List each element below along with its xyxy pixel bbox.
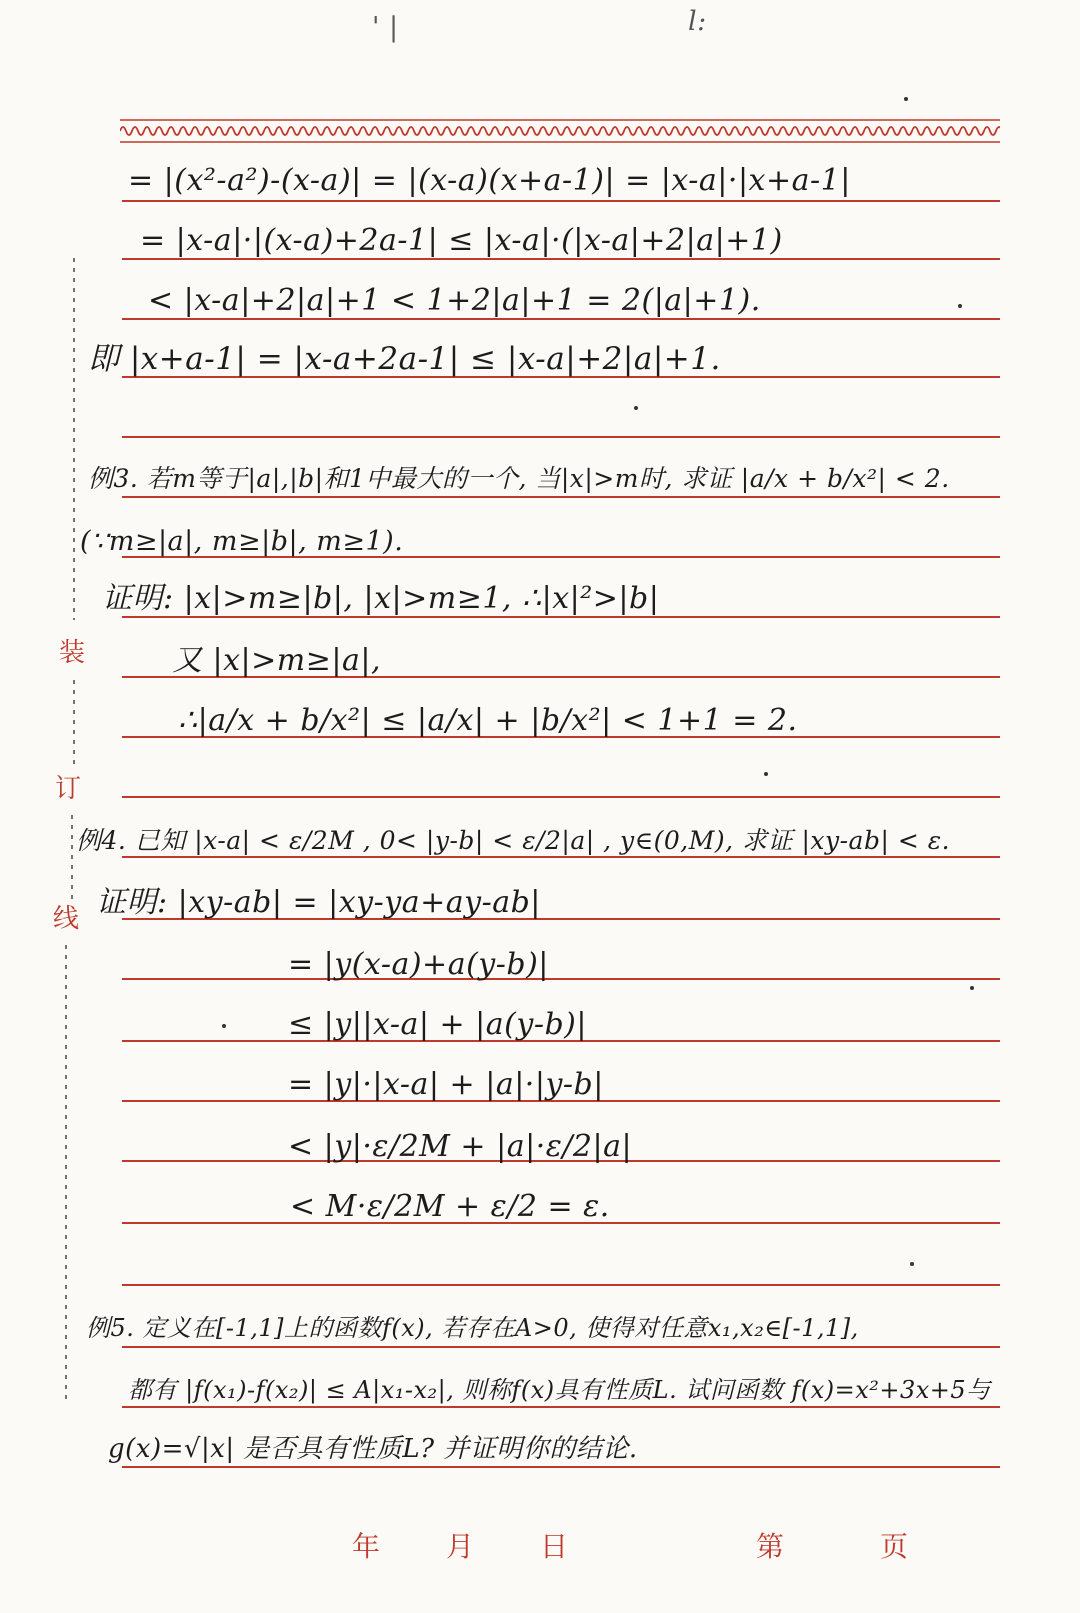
text-line: ≤ |y||x-a| + |a(y-b)| xyxy=(288,1007,587,1042)
ruled-line xyxy=(122,1406,1000,1408)
ruled-line xyxy=(122,796,1000,798)
text-line: 即 |x+a-1| = |x-a+2a-1| ≤ |x-a|+2|a|+1. xyxy=(88,341,721,377)
text-line: (∵m≥|a|, m≥|b|, m≥1). xyxy=(80,526,404,557)
ruled-line xyxy=(122,1466,1000,1468)
binding-label-ding: 订 xyxy=(54,774,81,804)
footer-page-label: 页 xyxy=(880,1530,909,1563)
footer-year-label: 年 xyxy=(352,1530,381,1563)
ink-speck xyxy=(970,986,974,990)
text-line: < |x-a|+2|a|+1 < 1+2|a|+1 = 2(|a|+1). xyxy=(148,283,761,318)
ink-speck xyxy=(904,97,908,101)
ruled-line xyxy=(122,258,1000,260)
ruled-line xyxy=(122,436,1000,438)
text-line: = |y(x-a)+a(y-b)| xyxy=(288,947,549,982)
text-line: = |y|·|x-a| + |a|·|y-b| xyxy=(288,1067,604,1102)
text-line: ∴|a/x + b/x²| ≤ |a/x| + |b/x²| < 1+1 = 2. xyxy=(178,703,798,738)
decorative-border xyxy=(120,118,1000,146)
ruled-line xyxy=(122,496,1000,498)
header-mark: l: xyxy=(688,6,707,37)
ink-speck xyxy=(910,1262,914,1266)
ink-speck xyxy=(634,406,638,410)
ruled-line xyxy=(122,1346,1000,1348)
text-line: g(x)=√|x| 是否具有性质L? 并证明你的结论. xyxy=(108,1434,638,1464)
text-line: = |x-a|·|(x-a)+2a-1| ≤ |x-a|·(|x-a|+2|a|+1) xyxy=(140,223,783,258)
text-line: 都有 |f(x₁)-f(x₂)| ≤ A|x₁-x₂|, 则称f(x)具有性质L. 试问函数 f(x)=x²+3x+5与 xyxy=(128,1376,991,1404)
text-line: 证明: |x|>m≥|b|, |x|>m≥1, ∴|x|²>|b| xyxy=(102,581,660,616)
footer-month-label: 月 xyxy=(446,1530,475,1563)
ruled-line xyxy=(122,1284,1000,1286)
ruled-line xyxy=(122,200,1000,202)
footer-di-label: 第 xyxy=(756,1530,785,1563)
text-line: < |y|·ε/2M + |a|·ε/2|a| xyxy=(288,1129,633,1164)
ruled-line xyxy=(122,318,1000,320)
ruled-line xyxy=(122,616,1000,618)
ruled-line xyxy=(122,856,1000,858)
text-line: 证明: |xy-ab| = |xy-ya+ay-ab| xyxy=(96,885,541,920)
header-mark: ' | xyxy=(372,12,399,43)
ink-speck xyxy=(222,1024,226,1028)
ruled-line xyxy=(122,978,1000,980)
binding-label-zhuang: 装 xyxy=(58,638,85,668)
ink-speck xyxy=(764,772,768,776)
text-line: 例5. 定义在[-1,1]上的函数f(x), 若存在A>0, 使得对任意x₁,x₂∈[-1,1], xyxy=(86,1314,859,1342)
text-line: < M·ε/2M + ε/2 = ε. xyxy=(290,1189,610,1224)
ink-speck xyxy=(958,304,962,308)
footer-day-label: 日 xyxy=(540,1530,569,1563)
binding-label-xian: 线 xyxy=(52,904,79,934)
binding-margin xyxy=(0,0,100,1613)
text-line: 例4. 已知 |x-a| < ε/2M , 0< |y-b| < ε/2|a| , y∈(0,M), 求证 |xy-ab| < ε. xyxy=(76,826,951,855)
text-line: 又 |x|>m≥|a|, xyxy=(172,643,382,678)
text-line: 例3. 若m等于|a|,|b|和1中最大的一个, 当|x|>m时, 求证 |a/x + b/x²| < 2. xyxy=(88,464,950,493)
text-line: = |(x²-a²)-(x-a)| = |(x-a)(x+a-1)| = |x-a|·|x+a-1| xyxy=(128,163,851,198)
